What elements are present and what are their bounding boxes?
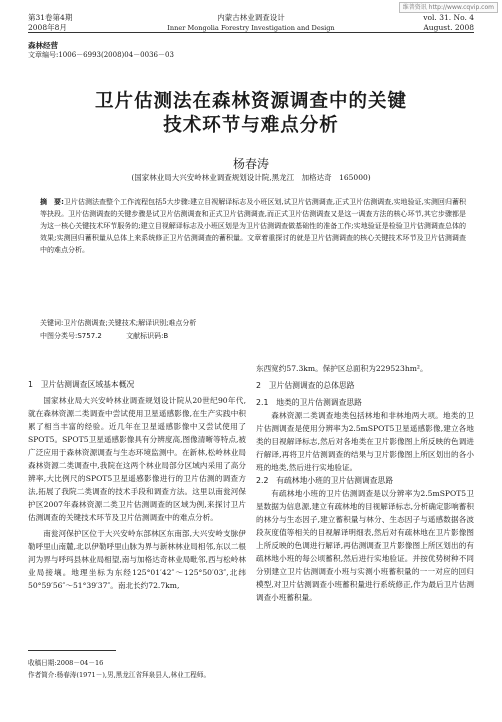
section-heading-2: 2 卫片估测调查的总体思路 <box>256 381 355 390</box>
paragraph: 南瓮河保护区位于大兴安岭东部林区东南部,大兴安岭支脉伊勒呼里山南麓,北以伊勒呼里山脉为界与新林林业局相邻,东以二根河为界与呼玛县林业局相望,南与加格达奇林业局毗邻,西与松岭林业局接壤。地理坐标为东经125°01′42″～125°50′03″,北纬50°59′56″～51°39′37″。南北长约72.7km, <box>28 529 246 590</box>
keywords: 关键词:卫片估测调查;关键技术;解译识别;难点分析 <box>40 319 197 327</box>
header-left-line1: 第31卷第4期 <box>28 13 73 22</box>
left-column <box>28 378 246 592</box>
article-number: 文章编号:1006－6993(2008)04－0036－03 <box>28 51 174 59</box>
received-date: 收稿日期:2008－04－16 <box>28 659 104 667</box>
header-right-line1: vol. 31. No. 4 <box>423 13 474 22</box>
title-line-1: 卫片估测法在森林资源调查中的关键 <box>94 91 407 112</box>
header-divider <box>28 32 474 33</box>
header-center-line2: Inner Mongolia Forestry Investigation and Design <box>167 24 335 32</box>
paragraph: 森林资源二类调查地类包括林地和非林地两大项。地类的卫片估测调查是使用分辨率为2.5mSPOT5卫星遥感影像,建立各地类的目视解译标志,然后对各地类在卫片影像图上所反映的色调进行解译,再将卫片估测调查的结果与卫片影像图上所区划出的各小班的地类,然后进行实地验证。 <box>256 411 474 472</box>
header-right-line2: August. 2008 <box>423 23 474 32</box>
subsection-heading-2-2: 2.2 有疏林地小班的卫片估测调查思路 <box>256 476 394 485</box>
section-label: 森林经营 <box>28 41 58 50</box>
header-center-line1: 内蒙古林业调查设计 <box>217 13 285 22</box>
classification-line <box>40 331 190 341</box>
section-heading-1: 1 卫片估测调查区域基本概况 <box>28 380 135 389</box>
abstract-label: 摘 要: <box>40 198 64 206</box>
paragraph: 东西宽约57.3km。保护区总面积为229523hm²。 <box>256 364 428 373</box>
footnote-divider <box>28 650 116 651</box>
journal-volume-en <box>423 13 474 33</box>
subsection-heading-2-1: 2.1 地类的卫片估测调查思路 <box>256 398 362 407</box>
paragraph: 国家林业局大兴安岭林业调查规划设计院从20世纪90年代,就在森林资源二类调查中尝试使用卫星遥感影像,在生产实践中积累了相当丰富的经验。近几年在卫星遥感影像中又尝试使用了SPOT5。SPOT5卫星遥感影像具有分辨度高,图像清晰等特点,被广泛应用于森林资源调查与生态环境监测中。在新林,松岭林业局森林资源二类调查中,我院在这两个林业局部分区域内采用了高分辨率,大比例尺的SPOT5卫星遥感影像进行的卫片估测的调查方法,拓展了我院二类调查的技术手段和调查方法。这里以南瓮河保护区2007年森林资源二类卫片估测调查的区域为例,来探讨卫片估测调查的关键技术环节及卫片估测调查中的难点分析。 <box>28 396 246 522</box>
right-column <box>256 362 474 604</box>
title-line-2: 技术环节与难点分析 <box>163 115 339 136</box>
author-bio: 作者简介:杨春涛(1971－),男,黑龙江省拜泉县人,林业工程师。 <box>28 671 211 679</box>
clc-number: 中图分类号:S757.2 <box>40 332 102 340</box>
document-code: 文献标识码:B <box>126 332 169 340</box>
watermark-badge: 维普资讯 http://www.cqvip.com <box>399 2 498 13</box>
paragraph: 有疏林地小班的卫片估测调查是以分辨率为2.5mSPOT5卫星数据为信息源,建立有疏林地的目视解译标志,分析确定影响蓄积的林分与生态因子,建立蓄积量与林分、生态因子与遥感数据各波段灰度值等相关的目视解译明细表,然后对有疏林地在卫片影像图上所反映的色调进行解译,再估测调查卫片影像图上所区划出的有疏林地小班的每公顷蓄积,然后进行实地验证。并按优势树种不同分别建立卫片估测调查小班与实测小班蓄积量的一一对应的回归模型,对卫片估测调查小班蓄积量进行系统修正,作为最后卫片估测调查小班蓄积量。 <box>256 489 474 602</box>
abstract-text: 卫片估测法查整个工作流程包括5大步骤:建立目视解译标志及小班区划,试卫片估测调查,正式卫片估测调查,实地验证,实测回归蓄积等抉段。卫片估测调查的关键步骤是试卫片估测调查和正式卫片估测调查,而正式卫片估测调查又是这一调查方法的核心环节,其它步骤都是为这一核心关键技术环节服务的;建立目视解译标志及小班区划是为卫片估测调查做基础性的准备工作;实地验证是检验卫片估测调查总体的效果;实测回归蓄积量从总体上来系统修正卫片估测调查的蓄积量。文章着重探讨的就是卫片估测调查的核心关键技术环节及卫片估测调查中的难点分析。 <box>40 198 466 254</box>
author-name: 杨春涛 <box>232 157 269 171</box>
author-affiliation: (国家林业局大兴安岭林业调查规划设计院,黑龙江 加格达奇 165000) <box>131 173 371 182</box>
header-left-line2: 2008年8月 <box>28 23 67 32</box>
abstract <box>40 196 466 256</box>
